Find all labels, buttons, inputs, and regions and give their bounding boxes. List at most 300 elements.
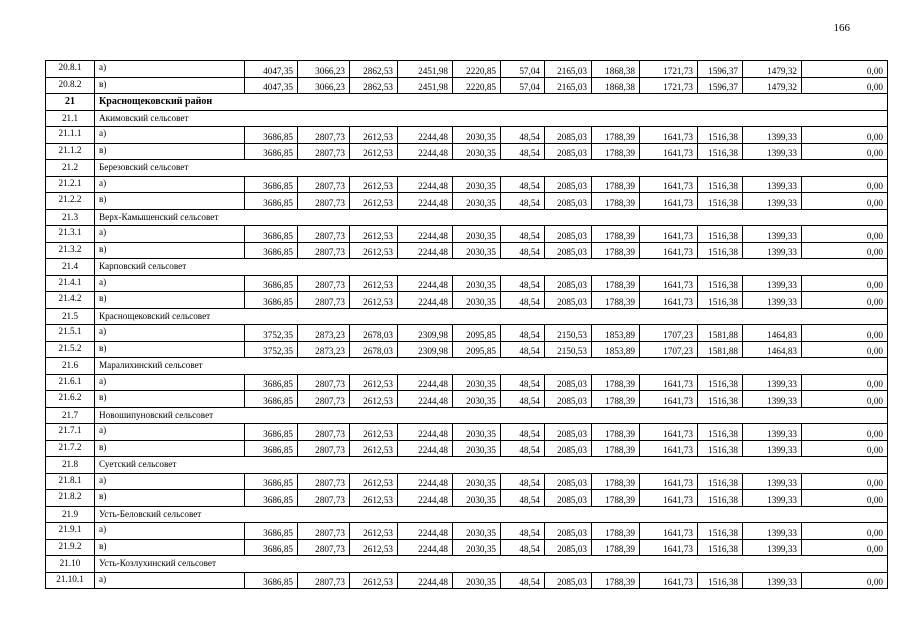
- value-cell: 2085,03: [545, 523, 592, 540]
- value-cell: 0,00: [802, 176, 888, 193]
- value-cell: 2085,03: [545, 473, 592, 490]
- value-cell: 3686,85: [245, 127, 298, 144]
- value-cell: 1853,89: [592, 325, 640, 342]
- value-cell: 1788,39: [592, 176, 640, 193]
- row-code: 21.5: [46, 308, 95, 325]
- value-cell: 1788,39: [592, 539, 640, 556]
- row-code: 21.10.1: [46, 572, 95, 589]
- value-cell: 57,04: [501, 61, 545, 78]
- row-code: 21.7: [46, 407, 95, 424]
- value-cell: 2085,03: [545, 242, 592, 259]
- value-cell: 2612,53: [350, 275, 398, 292]
- value-cell: 1516,38: [698, 292, 743, 309]
- value-cell: 2807,73: [298, 440, 350, 457]
- value-cell: 0,00: [802, 374, 888, 391]
- table-row: [46, 127, 888, 144]
- value-cell: 2085,03: [545, 424, 592, 441]
- value-cell: 2807,73: [298, 539, 350, 556]
- value-cell: 2030,35: [453, 127, 501, 144]
- value-cell: 2030,35: [453, 193, 501, 210]
- council-name: Маралихинский сельсовет: [95, 358, 888, 375]
- value-cell: 2807,73: [298, 176, 350, 193]
- value-cell: 48,54: [501, 275, 545, 292]
- value-cell: 1721,73: [640, 61, 698, 78]
- council-name: Суетский сельсовет: [95, 457, 888, 474]
- value-cell: 1516,38: [698, 226, 743, 243]
- value-cell: 1788,39: [592, 440, 640, 457]
- value-cell: 2807,73: [298, 374, 350, 391]
- row-label: а): [95, 275, 245, 292]
- value-cell: 0,00: [802, 440, 888, 457]
- value-cell: 2612,53: [350, 193, 398, 210]
- row-label: в): [95, 440, 245, 457]
- value-cell: 1516,38: [698, 391, 743, 408]
- row-code: 21.3.1: [46, 226, 95, 243]
- value-cell: 1516,38: [698, 374, 743, 391]
- value-cell: 2612,53: [350, 424, 398, 441]
- council-header-row: [46, 358, 888, 375]
- value-cell: 1516,38: [698, 424, 743, 441]
- value-cell: 2244,48: [398, 242, 453, 259]
- table-row: [46, 424, 888, 441]
- value-cell: 1399,33: [743, 424, 802, 441]
- value-cell: 1479,32: [743, 61, 802, 78]
- value-cell: 1788,39: [592, 374, 640, 391]
- value-cell: 3686,85: [245, 391, 298, 408]
- value-cell: 2085,03: [545, 572, 592, 589]
- value-cell: 1788,39: [592, 127, 640, 144]
- value-cell: 1641,73: [640, 143, 698, 160]
- value-cell: 2085,03: [545, 176, 592, 193]
- value-cell: 2244,48: [398, 440, 453, 457]
- row-code: 21: [46, 94, 95, 111]
- table-row: [46, 226, 888, 243]
- council-header-row: [46, 506, 888, 523]
- value-cell: 2085,03: [545, 539, 592, 556]
- row-code: 21.10: [46, 556, 95, 573]
- value-cell: 2150,53: [545, 325, 592, 342]
- row-code: 21.5.1: [46, 325, 95, 342]
- value-cell: 2030,35: [453, 275, 501, 292]
- value-cell: 1788,39: [592, 292, 640, 309]
- council-header-row: [46, 110, 888, 127]
- value-cell: 3686,85: [245, 226, 298, 243]
- value-cell: 2612,53: [350, 226, 398, 243]
- council-header-row: [46, 160, 888, 177]
- value-cell: 1707,23: [640, 325, 698, 342]
- value-cell: 1721,73: [640, 77, 698, 94]
- value-cell: 1516,38: [698, 127, 743, 144]
- value-cell: 0,00: [802, 473, 888, 490]
- value-cell: 2030,35: [453, 226, 501, 243]
- table-row: [46, 275, 888, 292]
- value-cell: 0,00: [802, 523, 888, 540]
- value-cell: 0,00: [802, 226, 888, 243]
- row-code: 21.7.1: [46, 424, 95, 441]
- value-cell: 2030,35: [453, 176, 501, 193]
- value-cell: 2807,73: [298, 424, 350, 441]
- value-cell: 48,54: [501, 440, 545, 457]
- row-code: 21.1.2: [46, 143, 95, 160]
- value-cell: 0,00: [802, 490, 888, 507]
- value-cell: 2085,03: [545, 143, 592, 160]
- value-cell: 3686,85: [245, 275, 298, 292]
- value-cell: 2030,35: [453, 572, 501, 589]
- value-cell: 2807,73: [298, 490, 350, 507]
- table-row: [46, 176, 888, 193]
- table-body: [46, 61, 888, 589]
- value-cell: 3686,85: [245, 523, 298, 540]
- value-cell: 2612,53: [350, 523, 398, 540]
- council-name: Усть-Беловский сельсовет: [95, 506, 888, 523]
- value-cell: 1516,38: [698, 473, 743, 490]
- council-header-row: [46, 457, 888, 474]
- value-cell: 3066,23: [298, 61, 350, 78]
- row-code: 21.4: [46, 259, 95, 276]
- value-cell: 2862,53: [350, 61, 398, 78]
- value-cell: 2244,48: [398, 424, 453, 441]
- council-header-row: [46, 407, 888, 424]
- value-cell: 1641,73: [640, 127, 698, 144]
- value-cell: 1788,39: [592, 473, 640, 490]
- value-cell: 2807,73: [298, 292, 350, 309]
- row-code: 20.8.1: [46, 61, 95, 78]
- value-cell: 1707,23: [640, 341, 698, 358]
- value-cell: 2244,48: [398, 374, 453, 391]
- value-cell: 3686,85: [245, 473, 298, 490]
- value-cell: 3686,85: [245, 292, 298, 309]
- value-cell: 0,00: [802, 193, 888, 210]
- value-cell: 1596,37: [698, 61, 743, 78]
- value-cell: 1399,33: [743, 242, 802, 259]
- value-cell: 2678,03: [350, 325, 398, 342]
- value-cell: 2085,03: [545, 490, 592, 507]
- value-cell: 0,00: [802, 391, 888, 408]
- value-cell: 2807,73: [298, 473, 350, 490]
- council-name: Верх-Камышенский сельсовет: [95, 209, 888, 226]
- row-label: в): [95, 391, 245, 408]
- value-cell: 2807,73: [298, 242, 350, 259]
- council-header-row: [46, 209, 888, 226]
- value-cell: 1516,38: [698, 539, 743, 556]
- value-cell: 1788,39: [592, 275, 640, 292]
- value-cell: 2244,48: [398, 473, 453, 490]
- value-cell: 2451,98: [398, 77, 453, 94]
- value-cell: 2085,03: [545, 440, 592, 457]
- row-code: 21.6: [46, 358, 95, 375]
- value-cell: 2807,73: [298, 523, 350, 540]
- value-cell: 1641,73: [640, 490, 698, 507]
- value-cell: 2030,35: [453, 242, 501, 259]
- value-cell: 2030,35: [453, 143, 501, 160]
- value-cell: 2873,23: [298, 341, 350, 358]
- value-cell: 2807,73: [298, 226, 350, 243]
- value-cell: 2030,35: [453, 391, 501, 408]
- table-row: [46, 193, 888, 210]
- value-cell: 2150,53: [545, 341, 592, 358]
- value-cell: 1464,83: [743, 325, 802, 342]
- value-cell: 48,54: [501, 374, 545, 391]
- value-cell: 48,54: [501, 242, 545, 259]
- value-cell: 2807,73: [298, 127, 350, 144]
- value-cell: 1516,38: [698, 572, 743, 589]
- table-row: [46, 242, 888, 259]
- value-cell: 3686,85: [245, 374, 298, 391]
- table-row: [46, 374, 888, 391]
- value-cell: 2220,85: [453, 61, 501, 78]
- row-label: в): [95, 341, 245, 358]
- value-cell: 2807,73: [298, 391, 350, 408]
- value-cell: 2612,53: [350, 539, 398, 556]
- value-cell: 2244,48: [398, 275, 453, 292]
- value-cell: 1516,38: [698, 440, 743, 457]
- row-label: в): [95, 242, 245, 259]
- row-label: а): [95, 176, 245, 193]
- row-code: 21.7.2: [46, 440, 95, 457]
- value-cell: 1641,73: [640, 292, 698, 309]
- council-name: Карповский сельсовет: [95, 259, 888, 276]
- value-cell: 48,54: [501, 325, 545, 342]
- row-code: 21.5.2: [46, 341, 95, 358]
- value-cell: 3752,35: [245, 341, 298, 358]
- value-cell: 2244,48: [398, 391, 453, 408]
- value-cell: 1399,33: [743, 539, 802, 556]
- value-cell: 2030,35: [453, 374, 501, 391]
- council-name: Новошипуновский сельсовет: [95, 407, 888, 424]
- value-cell: 48,54: [501, 424, 545, 441]
- value-cell: 2095,85: [453, 325, 501, 342]
- value-cell: 3686,85: [245, 143, 298, 160]
- value-cell: 1641,73: [640, 242, 698, 259]
- row-label: в): [95, 143, 245, 160]
- value-cell: 1641,73: [640, 176, 698, 193]
- value-cell: 48,54: [501, 341, 545, 358]
- table-row: [46, 143, 888, 160]
- row-code: 20.8.2: [46, 77, 95, 94]
- value-cell: 2030,35: [453, 424, 501, 441]
- table-row: [46, 391, 888, 408]
- value-cell: 2030,35: [453, 523, 501, 540]
- value-cell: 1399,33: [743, 440, 802, 457]
- value-cell: 1788,39: [592, 523, 640, 540]
- value-cell: 1516,38: [698, 143, 743, 160]
- value-cell: 57,04: [501, 77, 545, 94]
- value-cell: 1868,38: [592, 61, 640, 78]
- row-label: а): [95, 424, 245, 441]
- value-cell: 1788,39: [592, 391, 640, 408]
- value-cell: 2862,53: [350, 77, 398, 94]
- value-cell: 1516,38: [698, 275, 743, 292]
- council-name: Усть-Козлухинский сельсовет: [95, 556, 888, 573]
- value-cell: 1868,38: [592, 77, 640, 94]
- value-cell: 0,00: [802, 341, 888, 358]
- value-cell: 1399,33: [743, 143, 802, 160]
- value-cell: 2030,35: [453, 473, 501, 490]
- value-cell: 1399,33: [743, 490, 802, 507]
- value-cell: 2085,03: [545, 226, 592, 243]
- value-cell: 2807,73: [298, 275, 350, 292]
- value-cell: 2165,03: [545, 77, 592, 94]
- value-cell: 1596,37: [698, 77, 743, 94]
- value-cell: 1641,73: [640, 193, 698, 210]
- value-cell: 1788,39: [592, 193, 640, 210]
- value-cell: 2612,53: [350, 490, 398, 507]
- value-cell: 48,54: [501, 391, 545, 408]
- row-code: 21.9.2: [46, 539, 95, 556]
- value-cell: 2165,03: [545, 61, 592, 78]
- value-cell: 2244,48: [398, 292, 453, 309]
- value-cell: 2244,48: [398, 127, 453, 144]
- council-header-row: [46, 308, 888, 325]
- table-row: [46, 473, 888, 490]
- district-name: Краснощековский район: [95, 94, 888, 111]
- value-cell: 2807,73: [298, 143, 350, 160]
- value-cell: 2244,48: [398, 539, 453, 556]
- council-name: Краснощековский сельсовет: [95, 308, 888, 325]
- value-cell: 2244,48: [398, 572, 453, 589]
- value-cell: 0,00: [802, 61, 888, 78]
- value-cell: 4047,35: [245, 61, 298, 78]
- row-code: 21.1.1: [46, 127, 95, 144]
- value-cell: 1788,39: [592, 424, 640, 441]
- value-cell: 2807,73: [298, 193, 350, 210]
- value-cell: 2873,23: [298, 325, 350, 342]
- value-cell: 2085,03: [545, 127, 592, 144]
- row-label: а): [95, 523, 245, 540]
- council-header-row: [46, 259, 888, 276]
- value-cell: 0,00: [802, 275, 888, 292]
- value-cell: 1641,73: [640, 275, 698, 292]
- row-code: 21.3: [46, 209, 95, 226]
- value-cell: 0,00: [802, 143, 888, 160]
- value-cell: 1788,39: [592, 242, 640, 259]
- row-label: а): [95, 374, 245, 391]
- value-cell: 1853,89: [592, 341, 640, 358]
- value-cell: 48,54: [501, 572, 545, 589]
- row-label: а): [95, 572, 245, 589]
- row-code: 21.8.1: [46, 473, 95, 490]
- row-label: а): [95, 473, 245, 490]
- value-cell: 2612,53: [350, 143, 398, 160]
- value-cell: 2030,35: [453, 292, 501, 309]
- value-cell: 1641,73: [640, 473, 698, 490]
- value-cell: 2612,53: [350, 473, 398, 490]
- value-cell: 2244,48: [398, 176, 453, 193]
- value-cell: 2244,48: [398, 143, 453, 160]
- value-cell: 1479,32: [743, 77, 802, 94]
- value-cell: 2085,03: [545, 193, 592, 210]
- value-cell: 1641,73: [640, 440, 698, 457]
- value-cell: 1399,33: [743, 127, 802, 144]
- value-cell: 2309,98: [398, 341, 453, 358]
- value-cell: 2085,03: [545, 275, 592, 292]
- value-cell: 2030,35: [453, 539, 501, 556]
- value-cell: 48,54: [501, 292, 545, 309]
- value-cell: 1516,38: [698, 523, 743, 540]
- table-row: [46, 77, 888, 94]
- row-label: а): [95, 325, 245, 342]
- row-code: 21.2.2: [46, 193, 95, 210]
- value-cell: 2612,53: [350, 391, 398, 408]
- value-cell: 1641,73: [640, 523, 698, 540]
- value-cell: 1399,33: [743, 176, 802, 193]
- value-cell: 2244,48: [398, 523, 453, 540]
- row-label: в): [95, 77, 245, 94]
- value-cell: 3686,85: [245, 176, 298, 193]
- value-cell: 0,00: [802, 127, 888, 144]
- value-cell: 48,54: [501, 490, 545, 507]
- row-label: в): [95, 490, 245, 507]
- value-cell: 2612,53: [350, 572, 398, 589]
- value-cell: 2612,53: [350, 374, 398, 391]
- value-cell: 48,54: [501, 226, 545, 243]
- district-header-row: [46, 94, 888, 111]
- value-cell: 2612,53: [350, 440, 398, 457]
- value-cell: 1516,38: [698, 242, 743, 259]
- value-cell: 2807,73: [298, 572, 350, 589]
- value-cell: 2095,85: [453, 341, 501, 358]
- row-label: в): [95, 292, 245, 309]
- value-cell: 0,00: [802, 292, 888, 309]
- value-cell: 1399,33: [743, 374, 802, 391]
- value-cell: 48,54: [501, 523, 545, 540]
- value-cell: 1399,33: [743, 523, 802, 540]
- row-label: в): [95, 193, 245, 210]
- value-cell: 3752,35: [245, 325, 298, 342]
- value-cell: 1788,39: [592, 490, 640, 507]
- value-cell: 1581,88: [698, 325, 743, 342]
- table-row: [46, 325, 888, 342]
- table-row: [46, 490, 888, 507]
- table-row: [46, 572, 888, 589]
- value-cell: 1399,33: [743, 193, 802, 210]
- table-row: [46, 523, 888, 540]
- table-row: [46, 292, 888, 309]
- value-cell: 1399,33: [743, 391, 802, 408]
- value-cell: 1399,33: [743, 572, 802, 589]
- value-cell: 0,00: [802, 424, 888, 441]
- value-cell: 0,00: [802, 325, 888, 342]
- value-cell: 1399,33: [743, 275, 802, 292]
- value-cell: 1641,73: [640, 424, 698, 441]
- council-name: Акимовский сельсовет: [95, 110, 888, 127]
- value-cell: 48,54: [501, 127, 545, 144]
- value-cell: 2085,03: [545, 292, 592, 309]
- value-cell: 1399,33: [743, 226, 802, 243]
- value-cell: 1641,73: [640, 226, 698, 243]
- value-cell: 2244,48: [398, 490, 453, 507]
- value-cell: 1641,73: [640, 391, 698, 408]
- value-cell: 2085,03: [545, 391, 592, 408]
- table-row: [46, 539, 888, 556]
- value-cell: 4047,35: [245, 77, 298, 94]
- value-cell: 1641,73: [640, 374, 698, 391]
- value-cell: 3686,85: [245, 424, 298, 441]
- value-cell: 2030,35: [453, 440, 501, 457]
- value-cell: 1516,38: [698, 193, 743, 210]
- value-cell: 1399,33: [743, 473, 802, 490]
- value-cell: 2309,98: [398, 325, 453, 342]
- table-row: [46, 61, 888, 78]
- row-code: 21.2: [46, 160, 95, 177]
- value-cell: 0,00: [802, 572, 888, 589]
- value-cell: 1581,88: [698, 341, 743, 358]
- row-code: 21.9.1: [46, 523, 95, 540]
- value-cell: 3686,85: [245, 490, 298, 507]
- value-cell: 48,54: [501, 193, 545, 210]
- row-code: 21.8.2: [46, 490, 95, 507]
- value-cell: 2451,98: [398, 61, 453, 78]
